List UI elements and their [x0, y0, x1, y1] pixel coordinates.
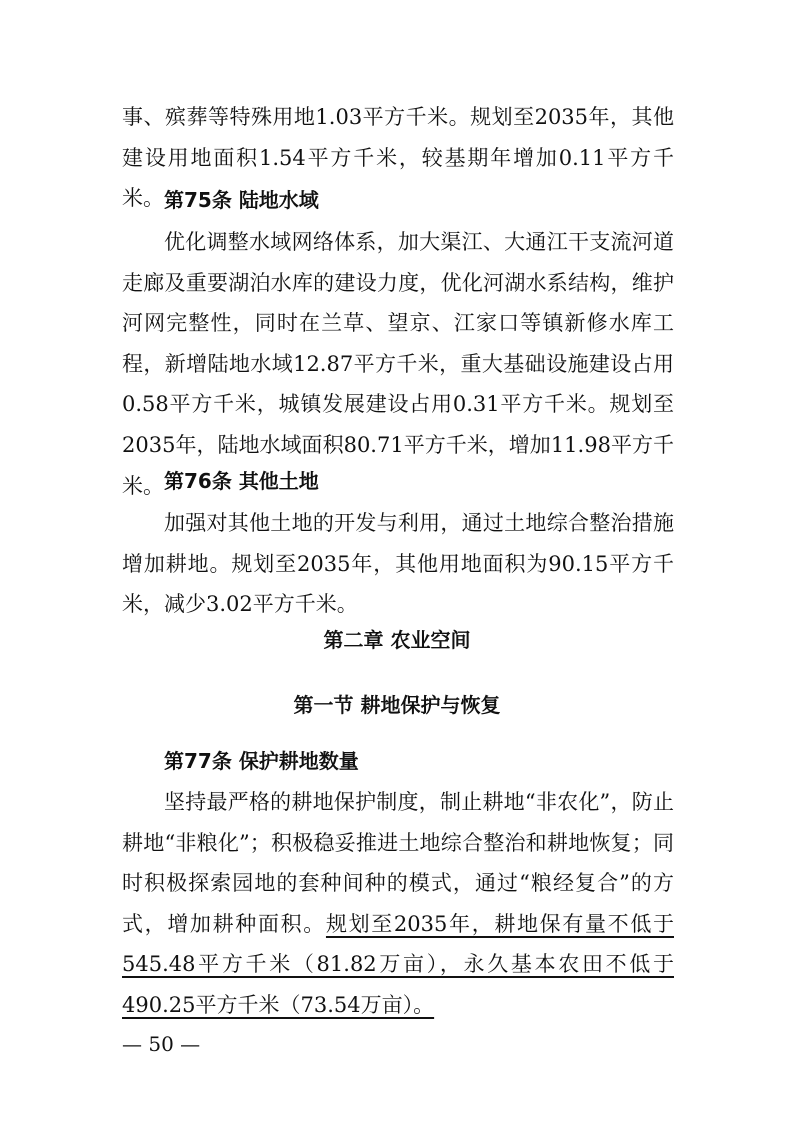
article-76-title: 其他土地: [238, 469, 319, 493]
article-76-body: 加强对其他土地的开发与利用，通过土地综合整治措施增加耕地。规划至2035年，其他用地面积为90.15平方千米，减少3.02平方千米。: [122, 511, 674, 617]
article-77-title: 保护耕地数量: [238, 749, 359, 773]
article-76-number: 第76条: [164, 469, 232, 493]
article-75-number: 第75条: [164, 188, 232, 212]
article-76-heading: [164, 461, 319, 501]
section-title: 第一节 耕地保护与恢复: [293, 693, 501, 717]
article-75-body: 优化调整水域网络体系，加大渠江、大通江干支流河道走廊及重要湖泊水库的建设力度，优化河湖水系结构，维护河网完整性，同时在兰草、望京、江家口等镇新修水库工程，新增陆地水域12.87平方千米，重大基础设施建设占用0.58平方千米，城镇发展建设占用0.31平方千米。规划至2035年，陆地水域面积80.71平方千米，增加11.98平方千米。: [122, 230, 674, 498]
article-77-body-text: 坚持最严格的耕地保护制度，制止耕地“非农化”，防止耕地“非粮化”；积极稳妥推进土地综合整治和耕地恢复；同时积极探索园地的套种间种的模式，通过“粮经复合”的方式，增加耕种面积。: [122, 790, 674, 936]
page-number: — 50 —: [122, 1032, 201, 1056]
article-77-body: [122, 782, 674, 1026]
paragraph-land-use-continued: 事、殡葬等特殊用地1.03平方千米。规划至2035年，其他建设用地面积1.54平方千米，较基期年增加0.11平方千米。: [122, 105, 674, 211]
article-77-number: 第77条: [164, 749, 232, 773]
chapter-title: 第二章 农业空间: [323, 628, 471, 652]
article-77-target-underlined: 规划至2035年，耕地保有量不低于545.48平方千米（81.82万亩），永久基本农田不低于490.25平方千米（73.54万亩）。: [122, 911, 674, 1017]
article-77-heading: [164, 741, 359, 781]
article-75-title: 陆地水域: [238, 188, 319, 212]
article-75-heading: [164, 180, 319, 220]
